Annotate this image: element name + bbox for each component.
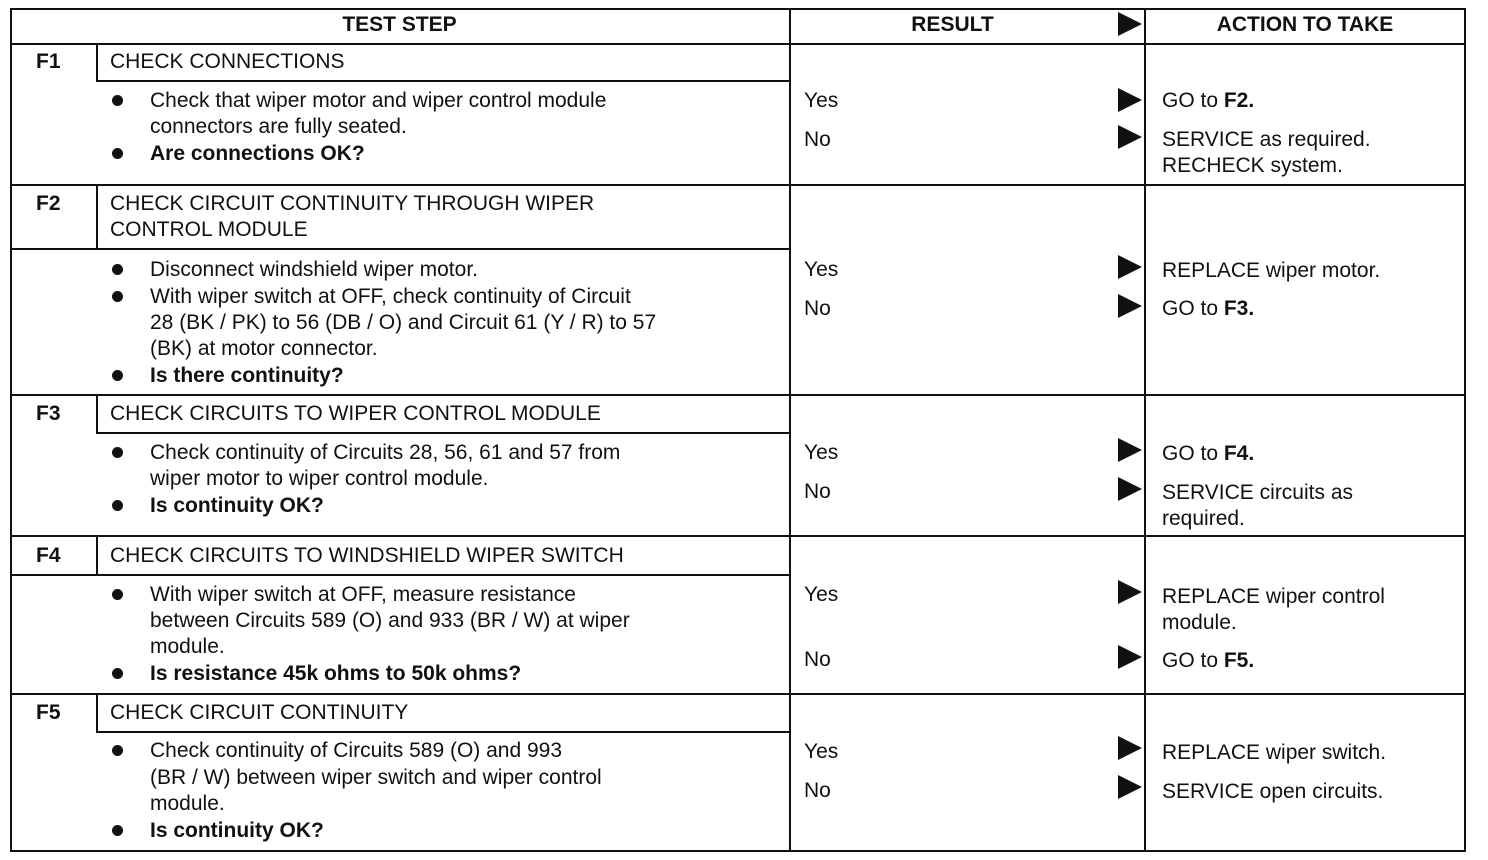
step-title: CHECK CIRCUIT CONTINUITY <box>110 701 409 724</box>
step-title: CHECK CIRCUITS TO WINDSHIELD WIPER SWITCH <box>110 544 624 567</box>
result-label: No <box>804 480 831 503</box>
bullet-icon <box>112 500 123 511</box>
header-test-step: TEST STEP <box>342 13 457 36</box>
action-prefix: GO to <box>1162 442 1224 465</box>
bullet-icon <box>112 291 123 302</box>
header-arrow-icon <box>1118 12 1142 36</box>
action-prefix: GO to <box>1162 649 1224 672</box>
step-instruction: (BR / W) between wiper switch and wiper control <box>150 766 602 789</box>
bullet-icon <box>112 589 123 600</box>
action-text <box>1162 648 1254 674</box>
header-bottom-border <box>10 43 1466 45</box>
id-divider <box>96 535 98 574</box>
result-label: No <box>804 648 831 671</box>
step-title: CHECK CIRCUIT CONTINUITY THROUGH WIPER <box>110 192 595 215</box>
action-step-link[interactable]: F3. <box>1223 297 1255 320</box>
step-instruction: connectors are fully seated. <box>150 115 407 138</box>
bullet-icon <box>112 745 123 756</box>
bullet-icon <box>112 370 123 381</box>
id-divider <box>96 184 98 248</box>
step-instruction: Check that wiper motor and wiper control module <box>150 89 607 112</box>
result-arrow-icon <box>1118 438 1142 462</box>
header-action: ACTION TO TAKE <box>1216 13 1394 36</box>
step-id: F5 <box>36 701 61 724</box>
result-arrow-icon <box>1118 125 1142 149</box>
result-arrow-icon <box>1118 645 1142 669</box>
result-label: Yes <box>804 583 839 606</box>
action-prefix: GO to <box>1162 89 1224 112</box>
title-underline <box>10 574 789 576</box>
action-step-link[interactable]: F2. <box>1223 89 1255 112</box>
action-step-link[interactable]: F5. <box>1223 649 1255 672</box>
result-column-border <box>789 8 791 852</box>
bullet-icon <box>112 95 123 106</box>
result-label: Yes <box>804 441 839 464</box>
action-text <box>1162 441 1254 467</box>
step-separator <box>10 693 1466 695</box>
step-question: Are connections OK? <box>150 142 365 165</box>
action-text: SERVICE circuits as <box>1162 481 1353 504</box>
result-label: No <box>804 297 831 320</box>
step-separator <box>10 535 1466 537</box>
action-text: module. <box>1162 611 1237 634</box>
bullet-icon <box>112 148 123 159</box>
table-right-border <box>1464 8 1466 852</box>
action-step-link[interactable]: F4. <box>1223 442 1255 465</box>
step-instruction: With wiper switch at OFF, check continuity of Circuit <box>150 285 631 308</box>
result-arrow-icon <box>1118 88 1142 112</box>
action-text: REPLACE wiper control <box>1162 585 1385 608</box>
step-instruction: Check continuity of Circuits 589 (O) and 993 <box>150 739 563 762</box>
bullet-icon <box>112 264 123 275</box>
bullet-icon <box>112 668 123 679</box>
result-arrow-icon <box>1118 580 1142 604</box>
step-instruction: module. <box>150 635 225 658</box>
action-text: SERVICE open circuits. <box>1162 780 1384 803</box>
step-instruction: wiper motor to wiper control module. <box>150 467 489 490</box>
step-question: Is there continuity? <box>150 364 344 387</box>
step-instruction: 28 (BK / PK) to 56 (DB / O) and Circuit 61 (Y / R) to 57 <box>150 311 657 334</box>
result-arrow-icon <box>1118 775 1142 799</box>
id-divider <box>96 43 98 80</box>
id-divider <box>96 394 98 432</box>
step-title: CONTROL MODULE <box>110 218 308 241</box>
bullet-icon <box>112 825 123 836</box>
step-title: CHECK CONNECTIONS <box>110 50 345 73</box>
action-column-border <box>1144 8 1146 852</box>
id-divider <box>96 693 98 731</box>
table-top-border <box>10 8 1466 10</box>
step-separator <box>10 184 1466 186</box>
action-prefix: GO to <box>1162 297 1224 320</box>
step-id: F4 <box>36 544 61 567</box>
title-underline <box>10 248 789 250</box>
result-label: Yes <box>804 740 839 763</box>
bullet-icon <box>112 447 123 458</box>
step-instruction: module. <box>150 792 225 815</box>
action-text <box>1162 296 1254 322</box>
action-text: REPLACE wiper motor. <box>1162 259 1381 282</box>
step-id: F3 <box>36 402 61 425</box>
table-bottom-border <box>10 850 1466 852</box>
header-result: RESULT <box>911 13 994 36</box>
step-question: Is continuity OK? <box>150 494 324 517</box>
step-id: F2 <box>36 192 61 215</box>
title-underline <box>96 80 789 82</box>
step-instruction: between Circuits 589 (O) and 933 (BR / W) at wiper <box>150 609 630 632</box>
result-label: No <box>804 128 831 151</box>
step-instruction: Disconnect windshield wiper motor. <box>150 258 478 281</box>
action-text: required. <box>1162 507 1245 530</box>
table-left-border <box>10 8 12 852</box>
result-label: Yes <box>804 258 839 281</box>
result-arrow-icon <box>1118 736 1142 760</box>
step-separator <box>10 394 1466 396</box>
step-title: CHECK CIRCUITS TO WIPER CONTROL MODULE <box>110 402 601 425</box>
action-text: RECHECK system. <box>1162 154 1343 177</box>
result-arrow-icon <box>1118 255 1142 279</box>
step-instruction: With wiper switch at OFF, measure resistance <box>150 583 576 606</box>
result-label: No <box>804 779 831 802</box>
step-instruction: (BK) at motor connector. <box>150 337 378 360</box>
result-label: Yes <box>804 89 839 112</box>
action-text <box>1162 88 1254 114</box>
step-id: F1 <box>36 50 61 73</box>
action-text: REPLACE wiper switch. <box>1162 741 1387 764</box>
title-underline <box>96 731 789 733</box>
step-instruction: Check continuity of Circuits 28, 56, 61 and 57 from <box>150 441 621 464</box>
result-arrow-icon <box>1118 294 1142 318</box>
title-underline <box>96 432 789 434</box>
step-question: Is resistance 45k ohms to 50k ohms? <box>150 662 522 685</box>
step-question: Is continuity OK? <box>150 819 324 842</box>
action-text: SERVICE as required. <box>1162 128 1371 151</box>
result-arrow-icon <box>1118 477 1142 501</box>
